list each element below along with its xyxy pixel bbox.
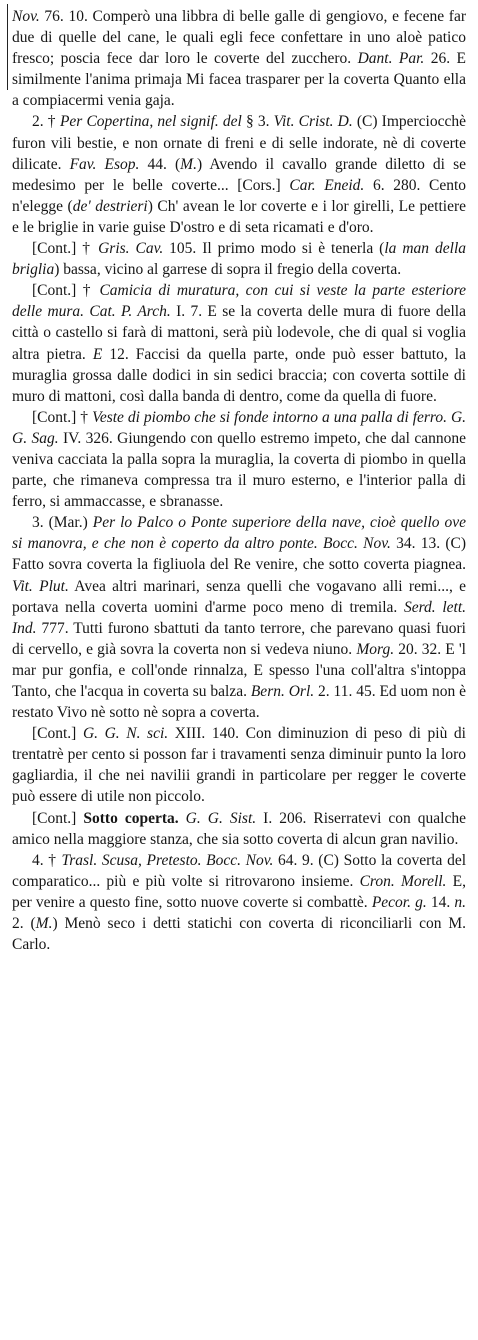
body-text: [Cont.] (32, 725, 83, 743)
body-text (179, 810, 186, 827)
italic-citation: E (92, 345, 103, 363)
bold-phrase: Sotto coperta. (83, 809, 179, 827)
italic-citation: Veste di piombo che si fonde intorno a una palla di ferro. G. G. Sag. (12, 408, 467, 447)
body-text: 14. (426, 893, 455, 911)
body-text: ) Ch' avean le lor coverte e i lor girelli, Le pettiere e le briglie in varie guise D'ostro e di seta ricamati e d'oro. (12, 197, 466, 236)
body-text: ) Menò seco i detti statichi con coverta di riconciliarli con M. Carlo. (12, 915, 466, 954)
body-text: I. 7. E se la coverta delle mura di fuore della città o castello si farà di mattoni, serà più lodevole, che di qual si voglia altra pietra. (12, 303, 466, 363)
italic-citation: Per Copertina, nel signif. del (59, 113, 242, 131)
body-text: [Cont.] † (32, 282, 100, 300)
body-text: [Cont.] (32, 809, 84, 827)
body-text: 3. (Mar.) (32, 514, 93, 532)
body-text: 4. † (32, 851, 62, 869)
body-text: Avea altri marinari, senza quelli che vogavano alli remi..., e portava nella coverta uomini d'arme poco meno di tremila. (12, 577, 467, 616)
italic-citation: Vit. Crist. D. (273, 113, 353, 131)
body-text: XIII. 140. Con diminuzion di peso di più di trentatrè per cento si posson far i travamenti senza diminuir punto la loro gagliardia, il che nei navilii grandi in particolare per regger le coverte può essere di utile non piccolo. (12, 725, 466, 806)
italic-citation: Dant. Par. (357, 50, 425, 68)
entry-paragraph (12, 808, 466, 850)
italic-citation: Trasl. Scusa, Pretesto. Bocc. Nov. (61, 851, 274, 869)
entry-paragraph (12, 280, 466, 407)
italic-citation: Nov. (12, 8, 40, 25)
body-text: 2. 11. 45. Ed uom non è restato Vivo nè sotto nè sopra a coverta. (12, 683, 466, 722)
body-text: 44. ( (139, 155, 181, 173)
body-text: ) Avendo il cavallo grande diletto di se medesimo per le belle coverte... [Cors.] (12, 155, 466, 194)
italic-citation: G. G. Sist. (185, 809, 257, 827)
body-text: ) bassa, vicino al garrese di sopra il fregio della coverta. (54, 261, 402, 279)
italic-citation: Morg. (356, 640, 395, 658)
italic-citation: G. G. N. sci. (82, 725, 169, 743)
body-text: 26. E similmente l'anima primaja Mi facea trasparer per la coverta Quanto ella a compiacermi venia gaja. (12, 50, 466, 110)
entry-paragraph (12, 6, 466, 111)
italic-citation: M. (180, 155, 197, 173)
italic-citation: Per lo Palco o Ponte superiore della nave, cioè quello ove si manovra, e che non è coperto da altro ponte. Bocc. Nov. (12, 514, 467, 553)
entry-paragraph (12, 407, 466, 512)
body-text: [Cont.] † (32, 240, 99, 258)
body-text: 2. † (32, 113, 60, 131)
entry-paragraph (12, 723, 466, 807)
italic-citation: de' destrieri (72, 197, 148, 215)
entry-paragraph (12, 850, 466, 955)
body-text: 2. ( (12, 915, 36, 933)
body-text: 64. 9. (C) Sotto la coverta del comparatico... più e più volte si ritrovarono insieme. (12, 851, 467, 890)
margin-rule (7, 4, 8, 90)
italic-citation: n. (454, 893, 467, 911)
italic-citation: M. (35, 915, 53, 933)
italic-citation: Serd. lett. Ind. (12, 598, 466, 637)
italic-citation: Gris. Cav. (98, 240, 164, 258)
italic-citation: Camicia di muratura, con cui si veste la parte esteriore delle mura. Cat. P. Arch. (12, 282, 467, 321)
body-text: 34. 13. (C) Fatto sovra coverta la figliuola del Re venire, che sotto coverta piagnea. (12, 535, 466, 574)
italic-citation: Vit. Plut. (12, 577, 69, 595)
entry-body (12, 6, 466, 955)
italic-citation: Pecor. g. (371, 893, 427, 911)
body-text: 777. Tutti furono sbattuti da tanto terrore, che parevano quasi fuori di cervello, e già sovra la coverta non si vedeva niuno. (12, 619, 466, 658)
body-text: 12. Faccisi da quella parte, onde può esser battuto, la muraglia grossa dalle dodici in sin sedici braccia; con coverta sottile di muro di mattoni, così dalla banda di dentro, come da quella di fuore. (12, 345, 466, 405)
italic-citation: Car. Eneid. (289, 176, 365, 194)
body-text: IV. 326. Giungendo con quello estremo impeto, che dal cannone veniva cacciata la palla sopra la muraglia, la coverta di piombo in quella parte, che rimaneva compressa tra il muro esterno, e l'interior palla di ferro, si ammaccasse, e sbranasse. (12, 429, 466, 511)
body-text: § 3. (241, 113, 274, 131)
entry-paragraph (12, 111, 466, 238)
body-text: I. 206. Riserratevi con qualche amico nella maggiore stanza, che sia sotto coverta di alcun gran navilio. (12, 809, 466, 848)
body-text: (C) Imperciocchè furon vili bestie, e non ornate di freni e di selle indorate, nè di coverte dilicate. (12, 113, 467, 173)
italic-citation: Fav. Esop. (69, 155, 140, 173)
body-text: 76. 10. Comperò una libbra di belle galle di gengiovo, e fecene far due di quelle del cane, le quali egli fece confettare in uno aloè patico fresco; poscia fece dar loro le coverte del zucchero. (12, 8, 466, 68)
body-text: 6. 280. Cento n'elegge ( (12, 176, 466, 215)
body-text: 105. Il primo modo si è tenerla ( (163, 240, 385, 258)
body-text: [Cont.] † (32, 408, 93, 426)
body-text: E, per venire a questo fine, sotto nuove coverte si combattè. (12, 872, 466, 911)
entry-paragraph (12, 238, 466, 280)
italic-citation: Cron. Morell. (359, 872, 447, 890)
italic-citation: la man della briglia (12, 240, 467, 279)
body-text: 20. 32. E 'l mar pur gonfia, e coll'onde rinnalza, E spesso l'una coll'altra s'intoppa Tanto, che l'acqua in coverta su balza. (12, 640, 466, 700)
entry-paragraph (12, 512, 466, 723)
italic-citation: Bern. Orl. (250, 683, 315, 700)
